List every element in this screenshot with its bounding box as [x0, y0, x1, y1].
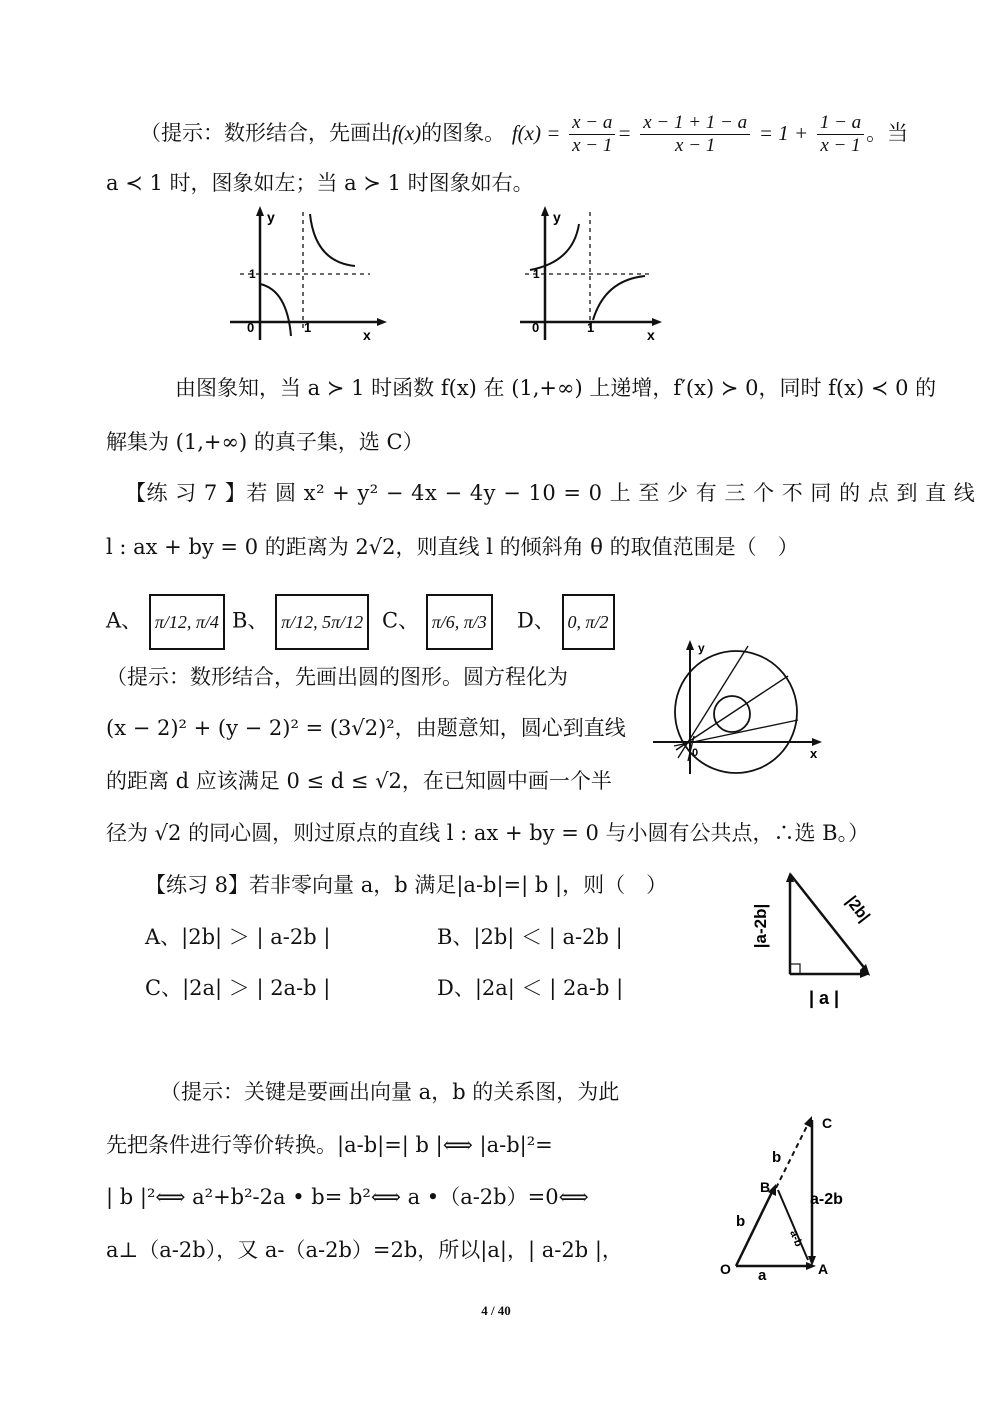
origin-label: 0 — [532, 320, 540, 335]
hint-line-2: a ≺ 1 时，图象如左；当 a ≻ 1 时图象如右。 — [106, 171, 534, 195]
fraction-2-den: x − 1 — [675, 135, 716, 156]
option-b-interval — [275, 594, 369, 650]
point-b-label: B — [760, 1179, 771, 1195]
hint-7-line-4: 径为 √2 的同心圆，则过原点的直线 l : ax + by = 0 与小圆有公共点，∴选 B。） — [106, 821, 870, 845]
exercise-7-line-2: l : ax + by = 0 的距离为 2√2，则直线 l 的倾斜角 θ 的取值范围是（ ） — [106, 535, 799, 559]
fraction-1 — [569, 112, 615, 157]
option-a — [106, 594, 225, 650]
fraction-3-num: 1 − a — [817, 112, 864, 135]
option-d-label: D、 — [517, 608, 555, 633]
option-b — [232, 594, 369, 650]
b-upper-label: b — [772, 1149, 782, 1166]
a-minus-b-label: a-b — [787, 1228, 805, 1249]
point-c-label: C — [822, 1115, 833, 1131]
exercise-7-line-1: 【练 习 7 】若 圆 x² + y² − 4x − 4y − 10 = 0 上 至 少 有 三 个 不 同 的 点 到 直 线 — [125, 481, 976, 505]
fraction-3 — [817, 112, 864, 157]
point-o-label: O — [720, 1261, 731, 1277]
exercise-8-option-c: C、|2a| ＞ | 2a-b | — [145, 976, 331, 1000]
x-label: x — [647, 327, 655, 343]
left-side-label: |a-2b| — [751, 903, 770, 949]
fx-equation: f(x) = — [511, 121, 561, 145]
circle-figure — [648, 636, 828, 776]
graph-right — [515, 200, 685, 345]
one-x-label: 1 — [587, 320, 595, 335]
option-b-value: π/12, 5π/12 — [281, 612, 364, 632]
analysis-line-2: 解集为 (1,+∞) 的真子集，选 C） — [106, 430, 424, 454]
hint-text: （提示：数形结合，先画出 — [140, 121, 392, 145]
y-label: y — [698, 641, 705, 655]
right-triangle-figure — [742, 866, 882, 1016]
a-minus-2b-label: a-2b — [810, 1191, 843, 1208]
hint-8-line-3: | b |²⟺ a²+b²-2a • b= b²⟺ a •（a-2b）=0⟺ — [106, 1185, 589, 1209]
option-a-value: π/12, π/4 — [154, 612, 219, 632]
a-label: a — [758, 1267, 767, 1283]
one-label: 1 — [249, 267, 256, 281]
origin-label: 0 — [692, 747, 699, 759]
fraction-1-den: x − 1 — [572, 135, 613, 156]
fraction-2-num: x − 1 + 1 − a — [640, 112, 750, 135]
hint-7-line-2: (x − 2)² + (y − 2)² = (3√2)²，由题意知，圆心到直线 — [106, 716, 626, 740]
option-c-value: π/6, π/3 — [431, 612, 487, 632]
point-a-label: A — [818, 1261, 829, 1277]
exercise-8-option-b: B、|2b| ＜ | a-2b | — [437, 925, 623, 949]
hint-7-line-1: （提示：数形结合，先画出圆的图形。圆方程化为 — [106, 665, 568, 689]
hint-line-1: （提示：数形结合，先画出f(x)的图象。 f(x) = $\frac{x - a}{x - 1}$ = $\frac{x - 1 + 1 - a}{x - 1}$ = 1 + $\frac{1 - a}{x - 1}$ 。当 — [140, 112, 909, 156]
page-number: 4 / 40 — [481, 1303, 511, 1318]
option-a-interval — [149, 594, 225, 650]
equals-one-plus: = 1 + — [758, 121, 809, 145]
bottom-side-label: | a | — [808, 988, 840, 1008]
option-c-interval — [426, 594, 493, 650]
hint-8-line-2: 先把条件进行等价转换。|a-b|=| b |⟺ |a-b|²= — [106, 1133, 553, 1157]
option-c-label: C、 — [382, 608, 420, 633]
option-d-value: 0, π/2 — [567, 612, 609, 632]
x-label: x — [363, 327, 371, 343]
option-c — [382, 594, 493, 650]
analysis-line-1: 由图象知，当 a ≻ 1 时函数 f(x) 在 (1,+∞) 上递增，f′(x) ≻ 0，同时 f(x) ≺ 0 的 — [175, 376, 937, 400]
hint-8-line-1: （提示：关键是要画出向量 a，b 的关系图，为此 — [160, 1080, 620, 1104]
exercise-8-line-1: 【练习 8】若非零向量 a，b 满足|a-b|=| b |，则（ ） — [145, 873, 668, 897]
exercise-8-option-a: A、|2b| ＞ | a-2b | — [145, 925, 331, 949]
y-label: y — [267, 209, 275, 225]
option-b-label: B、 — [232, 608, 269, 633]
hint-7-line-3: 的距离 d 应该满足 0 ≤ d ≤ √2，在已知圆中画一个半 — [106, 769, 612, 793]
y-label: y — [553, 209, 561, 225]
vector-figure — [716, 1108, 866, 1283]
fraction-2 — [640, 112, 750, 157]
option-d-interval — [562, 594, 615, 650]
origin-label: 0 — [247, 320, 255, 335]
fx-symbol: f(x) — [392, 121, 422, 145]
x-label: x — [810, 746, 818, 761]
b-lower-label: b — [736, 1213, 746, 1230]
hypotenuse-label: |2b| — [842, 893, 873, 926]
hint-text-mid: 的图象。 — [421, 121, 506, 145]
graph-left — [225, 200, 395, 345]
hint-8-line-4: a⊥（a-2b），又 a-（a-2b）=2b，所以|a|，| a-2b |， — [106, 1238, 623, 1262]
fraction-1-num: x − a — [569, 112, 615, 135]
option-d — [517, 594, 615, 650]
exercise-8-option-d: D、|2a| ＜ | 2a-b | — [437, 976, 624, 1000]
one-x-label: 1 — [304, 320, 312, 335]
fraction-3-den: x − 1 — [820, 135, 861, 156]
one-label: 1 — [533, 267, 540, 281]
hint-text-end: 。当 — [866, 121, 909, 145]
option-a-label: A、 — [106, 608, 143, 633]
